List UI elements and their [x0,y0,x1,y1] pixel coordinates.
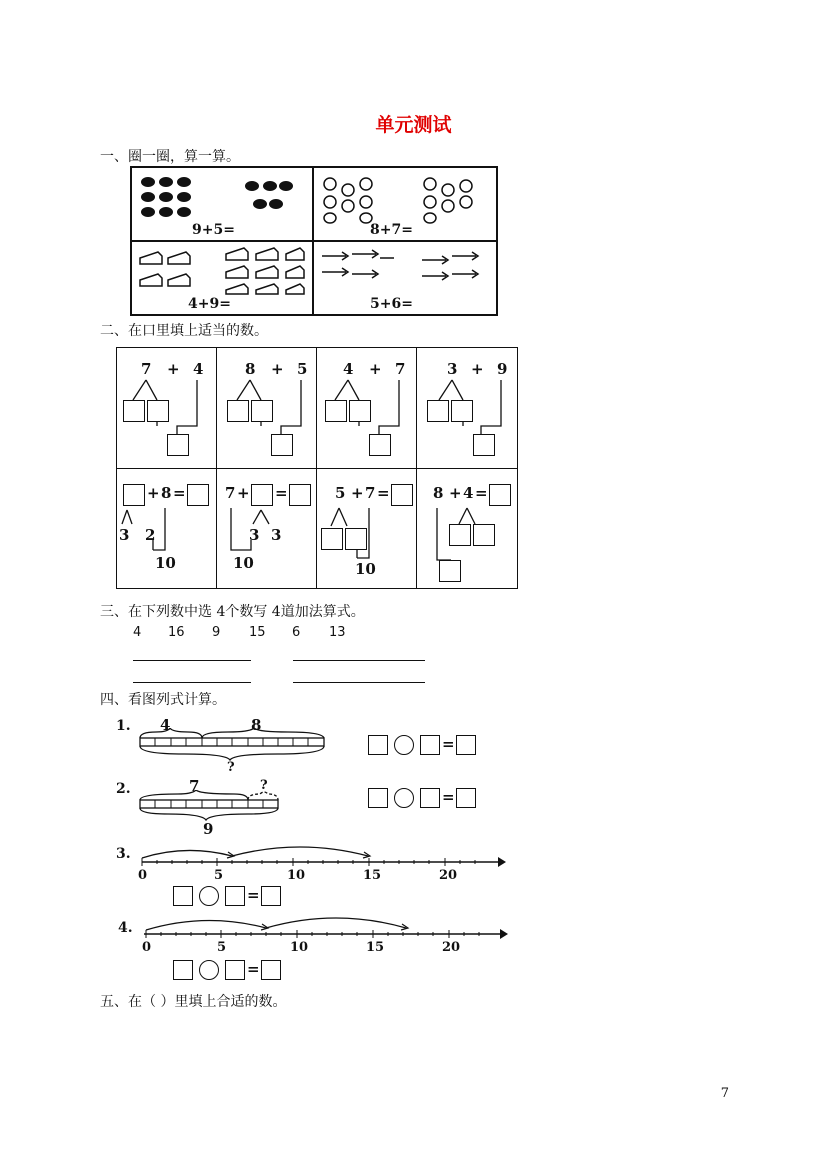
problem-label: 3. [116,846,131,862]
number-option: 13 [329,625,346,640]
answer-box[interactable] [261,960,281,980]
page-number: 7 [720,1086,729,1101]
answer-line[interactable] [133,682,251,683]
answer-box[interactable] [420,735,440,755]
answer-box[interactable] [456,735,476,755]
number-option: 16 [168,625,185,640]
answer-box[interactable] [261,886,281,906]
problem-label: 1. [116,718,131,734]
equation-template: = [173,960,285,982]
cake-icon [136,246,306,298]
answer-line[interactable] [293,660,425,661]
bottom-cell-1: + 8 = 3 2 10 [117,468,217,588]
page-title: 单元测试 [375,114,452,136]
answer-box[interactable] [427,400,449,422]
number-option: 6 [292,625,301,640]
answer-box[interactable] [451,400,473,422]
equation-4: 5+6= [370,296,413,312]
answer-box[interactable] [456,788,476,808]
top-cell-3: 4 + 7 [317,348,417,468]
answer-box[interactable] [449,524,471,546]
number-option: 4 [133,625,142,640]
top-cell-4: 3 + 9 [417,348,517,468]
answer-box[interactable] [473,524,495,546]
answer-line[interactable] [133,660,251,661]
top-cell-2: 8 + 5 [217,348,317,468]
answer-box[interactable] [321,528,343,550]
operator-circle[interactable] [199,960,219,980]
problem-label: 2. [116,781,131,797]
answer-box[interactable] [325,400,347,422]
equation-2: 8+7= [370,222,413,238]
equation-template: = [368,735,480,757]
answer-box[interactable] [368,788,388,808]
answer-box[interactable] [473,434,495,456]
equation-1: 9+5= [192,222,235,238]
equation-template: = [173,886,285,908]
answer-box[interactable] [147,400,169,422]
answer-box[interactable] [173,886,193,906]
answer-box[interactable] [251,400,273,422]
number-line-3 [138,840,508,870]
section-2-heading: 二、在口里填上适当的数。 [100,323,268,339]
equation-3: 4+9= [188,296,231,312]
operator-circle[interactable] [199,886,219,906]
operator-circle[interactable] [394,788,414,808]
answer-box[interactable] [368,735,388,755]
bottom-cell-2: 7 + = 3 3 10 [217,468,317,588]
answer-box[interactable] [345,528,367,550]
equation-template: = [368,788,480,810]
wrench-icon [318,246,488,294]
answer-box[interactable] [225,886,245,906]
egg-icon [318,172,488,224]
top-cell-1: 7 + 4 [117,348,217,468]
answer-box[interactable] [123,400,145,422]
answer-box[interactable] [420,788,440,808]
answer-box[interactable] [439,560,461,582]
section-3-heading: 三、在下列数中选 4个数写 4道加法算式。 [100,604,365,620]
fill-in-grid [116,347,518,589]
number-option: 15 [249,625,266,640]
answer-box[interactable] [369,434,391,456]
answer-box[interactable] [225,960,245,980]
operator-circle[interactable] [394,735,414,755]
number-option: 9 [212,625,221,640]
section-4-heading: 四、看图列式计算。 [100,692,226,708]
answer-box[interactable] [167,434,189,456]
bottom-cell-3: 5 + 7 = 10 [317,468,417,588]
answer-box[interactable] [227,400,249,422]
section-1-heading: 一、圈一圈，算一算。 [100,149,240,165]
answer-box[interactable] [349,400,371,422]
problem-label: 4. [118,920,133,936]
picture-grid [130,166,498,316]
answer-line[interactable] [293,682,425,683]
bottom-cell-4: 8 + 4 = [417,468,517,588]
strawberry-icon [136,172,306,222]
number-line-4 [140,912,510,942]
answer-box[interactable] [271,434,293,456]
answer-box[interactable] [173,960,193,980]
bar-diagram-2 [138,790,298,824]
section-5-heading: 五、在（ ）里填上合适的数。 [100,994,287,1010]
